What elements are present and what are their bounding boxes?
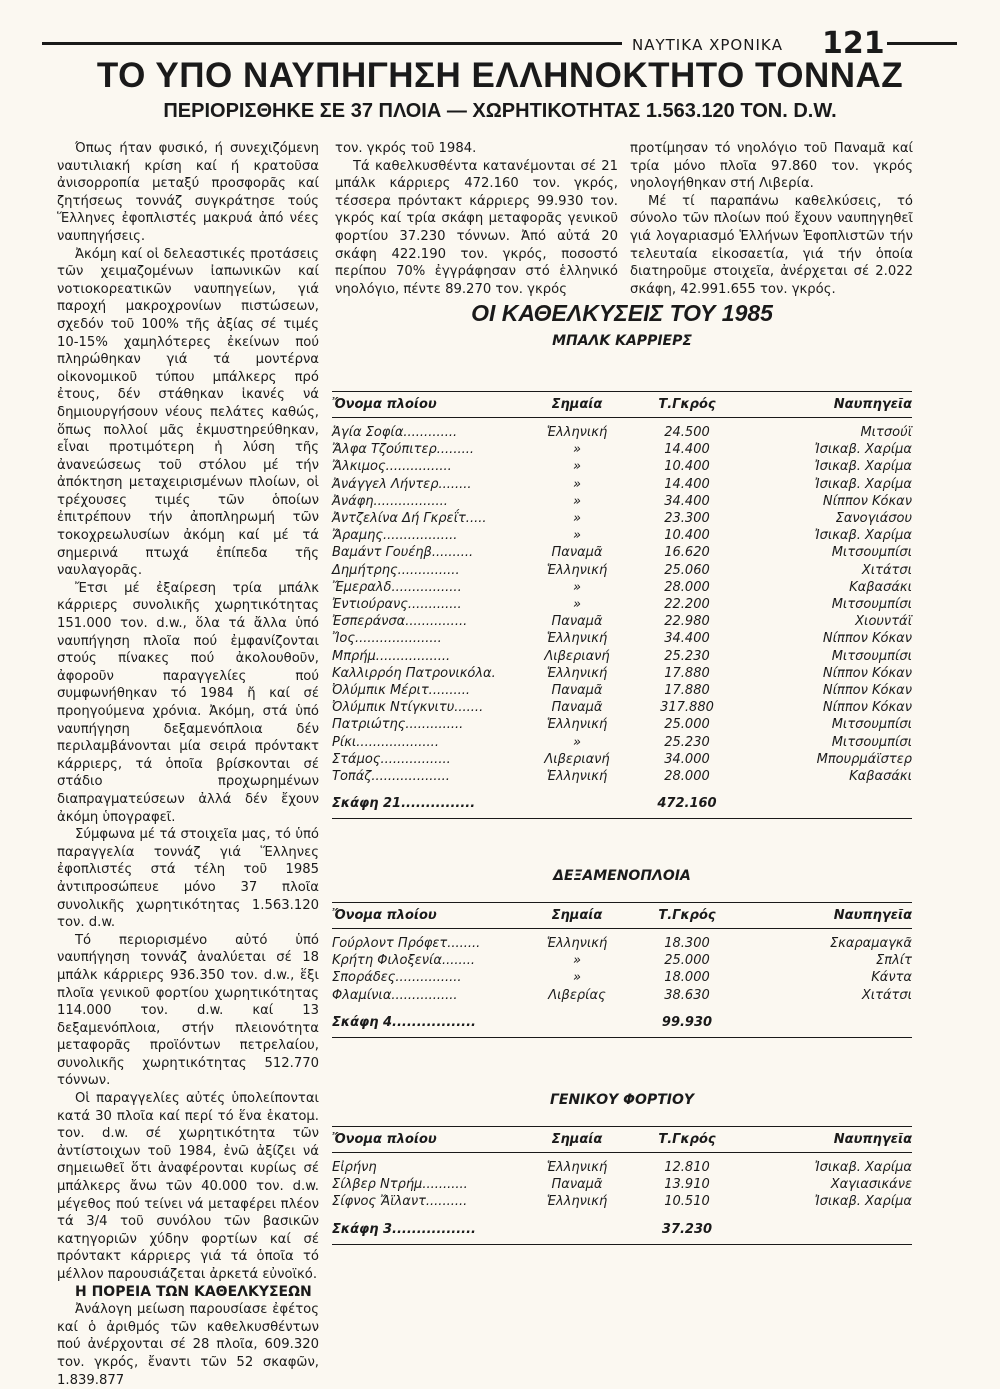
gross-tonnage: 28.000 [664, 579, 710, 595]
shipyard: Νίππον Κόκαν [822, 700, 912, 716]
ship-name: Καλλιρρόη Πατρονικόλα. [332, 665, 496, 681]
article-subtitle: ΠΕΡΙΟΡΙΣΘΗΚΕ ΣΕ 37 ΠΛΟΙΑ — ΧΩΡΗΤΙΚΟΤΗΤΑΣ 1.563.120 ΤΟΝ. D.W. [163, 100, 837, 122]
total-empty [742, 1004, 912, 1038]
gross-tonnage: 317.880 [660, 700, 714, 716]
table-row [332, 613, 912, 630]
ship-name: Ἴος..................... [332, 631, 442, 647]
gross-tonnage: 34.400 [664, 493, 710, 509]
gross-tonnage: 22.980 [664, 614, 710, 630]
table-header-row [332, 1127, 912, 1153]
gross-tonnage: 16.620 [664, 545, 710, 561]
gross-tonnage: 28.000 [664, 769, 710, 785]
ship-name: Ἀνάγγελ Λήντερ........ [332, 476, 472, 492]
column-header-flag: Σημαία [522, 392, 632, 418]
shipyard: Μιτσουμπίσι [831, 545, 912, 561]
shipyard: Σπλίτ [876, 953, 912, 969]
bulk-carriers-table [332, 391, 912, 819]
table-row [332, 544, 912, 561]
gross-tonnage: 18.300 [664, 936, 710, 951]
gross-tonnage: 14.400 [664, 476, 710, 492]
shipyard: Μιτσουμπίσι [831, 717, 912, 733]
flag: Παναμᾶ [551, 614, 603, 630]
total-label: Σκάφη 3................. [332, 1211, 522, 1245]
table-header-row [332, 903, 912, 929]
column-header-grt: Τ.Γκρός [632, 903, 742, 929]
gross-tonnage: 18.000 [664, 970, 710, 986]
gross-tonnage: 22.200 [664, 597, 710, 613]
general-cargo-rows [332, 1153, 912, 1211]
table-row [332, 648, 912, 665]
article-column-1 [57, 140, 319, 1389]
table-row [332, 458, 912, 475]
ship-name: Ἄλφα Τζούπιτερ......... [332, 442, 474, 458]
table-row [332, 682, 912, 699]
ship-name: Τοπάζ................... [332, 769, 450, 785]
shipyard: Χαγιασικάνε [830, 1177, 912, 1193]
page-number: 121 [822, 26, 885, 61]
shipyard: Χιτάτσι [861, 562, 912, 578]
table-row [332, 699, 912, 716]
ship-name: Ἔμεραλδ................. [332, 579, 462, 595]
flag: Ἑλληνική [546, 1160, 608, 1175]
bulk-carriers-heading: ΜΠΑΛΚ ΚΑΡΡΙΕΡΣ [552, 333, 692, 349]
general-cargo-table [332, 1126, 912, 1245]
shipyard: Ἰσικαβ. Χαρίμα [814, 459, 912, 475]
shipyard: Ἰσικαβ. Χαρίμα [814, 476, 912, 492]
total-grt: 472.160 [632, 785, 742, 819]
table-row [332, 1153, 912, 1177]
ship-name: Ὀλύμπικ Μέριτ.......... [332, 683, 471, 699]
table-total-row [332, 785, 912, 819]
ship-name: Ἁγία Σοφία............. [332, 425, 458, 440]
gross-tonnage: 24.500 [664, 425, 710, 440]
ship-name: Πατριώτης.............. [332, 717, 464, 733]
general-cargo-section [332, 1086, 912, 1245]
shipyard: Κάντα [871, 970, 912, 986]
shipyard: Ἰσικαβ. Χαρίμα [814, 1160, 912, 1175]
ship-name: Δημήτρης............... [332, 562, 460, 578]
ship-name: Ἄραμης.................. [332, 528, 458, 544]
table-row [332, 510, 912, 527]
table-header-row [332, 392, 912, 418]
gross-tonnage: 10.400 [664, 459, 710, 475]
shipyard: Ἰσικαβ. Χαρίμα [814, 442, 912, 458]
flag: » [572, 528, 582, 544]
flag: Ἑλληνική [546, 936, 608, 951]
paragraph: Σύμφωνα μέ τά στοιχεῖα μας, τό ὑπό παραγγελία τοννάζ γιά Ἕλληνες ἐφοπλιστές στά τέλη τοῦ 1985 ἀντιπροσώπευε μόνο 37 πλοῖα συνολικῆς χωρητικότητας 1.563.120 τον. d.w. [57, 827, 319, 931]
flag: » [572, 476, 582, 492]
table-row [332, 493, 912, 510]
total-label: Σκάφη 21............... [332, 785, 522, 819]
table-row [332, 665, 912, 682]
table-row [332, 929, 912, 953]
gross-tonnage: 13.910 [664, 1177, 710, 1193]
launches-section [332, 300, 912, 819]
ship-name: Ἀνάφη.................. [332, 493, 448, 509]
table-total-row [332, 1004, 912, 1038]
shipyard: Καβασάκι [849, 579, 912, 595]
masthead-rule-right [887, 42, 957, 45]
column-header-grt: Τ.Γκρός [632, 1127, 742, 1153]
flag: Παναμᾶ [551, 683, 603, 699]
total-grt: 99.930 [632, 1004, 742, 1038]
ship-name: Ρίκι.................... [332, 734, 439, 750]
gross-tonnage: 17.880 [664, 683, 710, 699]
shipyard: Χιτάτσι [861, 987, 912, 1003]
table-row [332, 768, 912, 785]
flag: Ἑλληνική [546, 665, 608, 681]
paragraph: προτίμησαν τό νηολόγιο τοῦ Παναμᾶ καί τρία μόνο πλοῖα 97.860 τον. γκρός νηολογήθηκαν στή Λιβερία. [630, 141, 913, 192]
flag: Ἑλληνική [546, 717, 608, 733]
ship-name: Γούρλοντ Πρόφετ........ [332, 936, 481, 951]
ship-name: Ἐσπεράνσα............... [332, 614, 468, 630]
flag: Λιβερίας [548, 987, 606, 1003]
ship-name: Σποράδες................ [332, 970, 462, 986]
table-row [332, 952, 912, 969]
column-header-yard: Ναυπηγεῖα [742, 392, 912, 418]
bulk-carriers-rows [332, 418, 912, 786]
total-empty [522, 785, 632, 819]
paragraph: Ἔτσι μέ ἐξαίρεση τρία μπάλκ κάρριερς συνολικῆς χωρητικότητας 151.000 τον. d.w., ὅλα τά ἄλλα ὑπό ναυπήγηση πλοῖα πού ἐμφανίζονται στούς πίνακες πού ἀκολουθοῦν, ἀφοροῦν παραγγελίες πού συμφωνήθηκαν τό 1984 ἤ καί σέ προηγούμενα χρόνια. Ἀκόμη, στά ὑπό ναυπήγηση δεξαμενόπλοια δέν περιλαμβάνονται μία σειρά πρόντακτ κάρριερς, τά ὁποῖα βρίσκονται σέ στάδιο προχωρημένων διαπραγματεύσεων ἀλλά δέν ἔχουν ἀκόμη ὑπογραφεῖ. [57, 580, 319, 825]
launches-heading: ΟΙ ΚΑΘΕΛΚΥΣΕΙΣ ΤΟΥ 1985 [471, 300, 773, 326]
column-header-flag: Σημαία [522, 903, 632, 929]
ship-name: Ἀντζελίνα Δή Γκρεΐτ..... [332, 511, 487, 527]
column-header-yard: Ναυπηγεῖα [742, 903, 912, 929]
shipyard: Καβασάκι [849, 769, 912, 785]
ship-name: Ἄλκιμος................ [332, 459, 452, 475]
shipyard: Μπουρμάϊστερ [816, 751, 912, 767]
table-row [332, 527, 912, 544]
flag: » [572, 579, 582, 595]
column-header-grt: Τ.Γκρός [632, 392, 742, 418]
table-row [332, 562, 912, 579]
paragraph: Τά καθελκυσθέντα κατανέμονται σέ 21 μπάλκ κάρριερς 472.160 τον. γκρός, τέσσερα πρόντακτ κάρριερς 99.930 τον. γκρός καί τρία σκάφη μεταφορᾶς γενικοῦ φορτίου 37.230 τόννων. Ἀπό αὐτά 20 σκάφη 422.190 τον. γκρός, ποσοστό περίπου 70% ἐγγράφησαν στό ἑλληνικό νηολόγιο, πέντε 89.270 τον. γκρός [335, 158, 618, 297]
paragraph: Ἀνάλογη μείωση παρουσίασε ἐφέτος καί ὁ ἀριθμός τῶν καθελκυσθέντων πού ἀνέρχονται σέ 28 πλοῖα, 609.320 τον. γκρός, ἔναντι τῶν 52 σκαφῶν, 1.839.877 [57, 1302, 319, 1388]
flag: » [572, 511, 582, 527]
column-header-yard: Ναυπηγεῖα [742, 1127, 912, 1153]
total-grt: 37.230 [632, 1211, 742, 1245]
flag: Ἑλληνική [546, 1194, 608, 1210]
table-row [332, 751, 912, 768]
paragraph: τον. γκρός τοῦ 1984. [335, 141, 477, 156]
shipyard: Νίππον Κόκαν [822, 683, 912, 699]
article-column-2 [335, 140, 618, 298]
publication-name: ΝΑΥΤΙΚΑ ΧΡΟΝΙΚΑ [632, 36, 783, 54]
ship-name: Ἐντιούρανς............. [332, 597, 462, 613]
gross-tonnage: 34.000 [664, 751, 710, 767]
shipyard: Σανογιάσου [835, 511, 912, 527]
gross-tonnage: 25.000 [664, 953, 710, 969]
section-subheading: Η ΠΟΡΕΙΑ ΤΩΝ ΚΑΘΕΛΚΥΣΕΩΝ [75, 1283, 312, 1300]
gross-tonnage: 25.060 [664, 562, 710, 578]
flag: Ἑλληνική [546, 425, 608, 440]
tankers-section [332, 862, 912, 1038]
flag: » [572, 953, 582, 969]
total-empty [742, 785, 912, 819]
table-row [332, 476, 912, 493]
flag: Παναμᾶ [551, 700, 603, 716]
ship-name: Στάμος................. [332, 751, 451, 767]
shipyard: Νίππον Κόκαν [822, 493, 912, 509]
masthead-rule-left [42, 42, 622, 45]
total-empty [742, 1211, 912, 1245]
flag: Ἑλληνική [546, 562, 608, 578]
ship-name: Εἰρήνη [332, 1160, 377, 1175]
paragraph: Ἀκόμη καί οἱ δελεαστικές προτάσεις τῶν χειμαζομένων ἰαπωνικῶν καί νοτιοκορεατικῶν ναυπηγείων, γιά παροχή μακροχρονίων πιστώσεων, σχεδόν τοῦ 100% τῆς ἀξίας σέ τιμές 10-15% χαμηλότερες ἐκείνων πού πληρώθηκαν γιά τά μοντέρνα οἰκονομικοῦ τύπου μπάλκερς πρό ἐτους, δέν στάθηκαν ἱκανές νά δημιουργήσουν νέους πελάτες καθώς, ὅπως πολλοί μᾶς ἐκμυστηρεύθηκαν, εἶναι προτιμότερη ἡ λύση τῆς ἀνανεώσεως τοῦ στόλου μέ τήν ἀπόκτηση μεταχειρισμένων πλοίων, οἱ τρέχουσες τιμές τῶν ὁποίων ἐπιτρέπουν τήν ἀποπληρωμή τῶν τοκοχρεωλυσίων ἀκόμη καί μέ τά σημερινά πτωχά ἐπίπεδα τῆς ναυλαγορᾶς. [57, 246, 319, 579]
gross-tonnage: 34.400 [664, 631, 710, 647]
table-row [332, 987, 912, 1004]
gross-tonnage: 10.510 [664, 1194, 710, 1210]
gross-tonnage: 10.400 [664, 528, 710, 544]
flag: Λιβεριανή [544, 751, 610, 767]
ship-name: Μπρήμ.................. [332, 648, 451, 664]
table-row [332, 630, 912, 647]
gross-tonnage: 38.630 [664, 987, 710, 1003]
column-header-name: Ὄνομα πλοίου [332, 392, 522, 418]
flag: » [572, 597, 582, 613]
shipyard: Νίππον Κόκαν [822, 631, 912, 647]
paragraph: Όπως ήταν φυσικό, ή συνεχιζόμενη ναυτιλιακή κρίση καί ή κρατοῦσα ἀνισορροπία μεταξύ προσφορᾶς καί ζητήσεως τοννάζ συγκράτησε τούς Ἕλληνες ἐφοπλιστές μακρυά ἀπό νέες ναυπηγήσεις. [57, 141, 319, 244]
total-empty [522, 1004, 632, 1038]
shipyard: Ἰσικαβ. Χαρίμα [814, 1194, 912, 1210]
ship-name: Σίφνος Ἄϊλαντ.......... [332, 1194, 468, 1210]
flag: Ἑλληνική [546, 769, 608, 785]
table-total-row [332, 1211, 912, 1245]
flag: » [572, 734, 582, 750]
paragraph: Μέ τί παραπάνω καθελκύσεις, τό σύνολο τῶν πλοίων πού ἔχουν ναυπηγηθεῖ γιά λογαριασμό Ἑλλήνων Ἐφοπλιστῶν τήν τελευταία εἰκοσαετία, γιά τήν ὁποία διατηροῦμε στοιχεῖα, ἀνέρχεται σέ 2.022 σκάφη, 42.991.655 τον. γκρός. [630, 193, 913, 297]
flag: » [572, 493, 582, 509]
flag: Παναμᾶ [551, 1177, 603, 1193]
ship-name: Φλαμίνια................ [332, 987, 458, 1003]
table-row [332, 734, 912, 751]
table-row [332, 716, 912, 733]
gross-tonnage: 23.300 [664, 511, 710, 527]
ship-name: Κρήτη Φιλοξενία........ [332, 953, 476, 969]
ship-name: Βαμάντ Γουέηβ.......... [332, 545, 474, 561]
table-row [332, 969, 912, 986]
table-row [332, 441, 912, 458]
table-row [332, 1176, 912, 1193]
total-empty [522, 1211, 632, 1245]
flag: Λιβεριανή [544, 648, 610, 664]
paragraph: Τό περιορισμένο αὐτό ὑπό ναυπήγηση τοννάζ ἀναλύεται σέ 18 μπάλκ κάρριερς 936.350 τον. d.w., ἕξι πλοῖα γενικοῦ φορτίου χωρητικότητας 114.000 τον. d.w. καί 13 δεξαμενόπλοια, στήν πλειονότητα μεταφορᾶς προϊόντων πετρελαίου, συνολικῆς χωρητικότητας 512.770 τόννων. [57, 932, 319, 1089]
column-header-name: Ὄνομα πλοίου [332, 1127, 522, 1153]
paragraph: Οἱ παραγγελίες αὐτές ὑπολείπονται κατά 30 πλοῖα καί περί τό ἕνα ἑκατομ. τον. d.w. σέ χωρητικότητα τῶν ἀντίστοιχων τοῦ 1984, ἐνῶ ἀξίζει νά σημειωθεῖ ὅτι ἀναφέρονται κυρίως σέ μπάλκερς ἄνω τῶν 40.000 τον. d.w. μέγεθος πού τείνει νά μεταφέρει πλέον τά 3/4 τοῦ συνόλου τῶν βασικῶν κατηγοριῶν χύδην φορτίων καί σέ πρόντακτ κάρριερς γιά τά ὁποῖα τό μέλλον παρουσιάζεται ἀρκετά εὐνοϊκό. [57, 1091, 319, 1282]
general-cargo-heading: ΓΕΝΙΚΟΥ ΦΟΡΤΙΟΥ [549, 1092, 695, 1108]
gross-tonnage: 25.000 [664, 717, 710, 733]
shipyard: Μιτσουμπίσι [831, 648, 912, 664]
tankers-table [332, 902, 912, 1038]
shipyard: Σκαραμαγκᾶ [829, 936, 912, 951]
table-row [332, 418, 912, 442]
tankers-rows [332, 929, 912, 1004]
ship-name: Ὀλύμπικ Ντίγκνιτυ....... [332, 700, 484, 716]
table-row [332, 579, 912, 596]
article-title: ΤΟ ΥΠΟ ΝΑΥΠΗΓΗΣΗ ΕΛΛΗΝΟΚΤΗΤΟ ΤΟΝΝΑΖ [96, 56, 904, 95]
ship-name: Σίλβερ Ντρήμ........... [332, 1177, 468, 1193]
gross-tonnage: 25.230 [664, 648, 710, 664]
table-row [332, 596, 912, 613]
gross-tonnage: 12.810 [664, 1160, 710, 1175]
total-label: Σκάφη 4................. [332, 1004, 522, 1038]
gross-tonnage: 25.230 [664, 734, 710, 750]
flag: » [572, 442, 582, 458]
column-header-name: Ὄνομα πλοίου [332, 903, 522, 929]
gross-tonnage: 14.400 [664, 442, 710, 458]
shipyard: Μιτσουμπίσι [831, 734, 912, 750]
column-header-flag: Σημαία [522, 1127, 632, 1153]
flag: Ἑλληνική [546, 631, 608, 647]
shipyard: Νίππον Κόκαν [822, 665, 912, 681]
flag: » [572, 459, 582, 475]
shipyard: Χιουντάϊ [855, 614, 912, 630]
tankers-heading: ΔΕΞΑΜΕΝΟΠΛΟΙΑ [553, 868, 691, 884]
article-column-3 [630, 140, 913, 298]
shipyard: Μιτσουμπίσι [831, 597, 912, 613]
flag: Παναμᾶ [551, 545, 603, 561]
shipyard: Μιτσούϊ [860, 425, 912, 440]
shipyard: Ἰσικαβ. Χαρίμα [814, 528, 912, 544]
gross-tonnage: 17.880 [664, 665, 710, 681]
flag: » [572, 970, 582, 986]
table-row [332, 1193, 912, 1210]
